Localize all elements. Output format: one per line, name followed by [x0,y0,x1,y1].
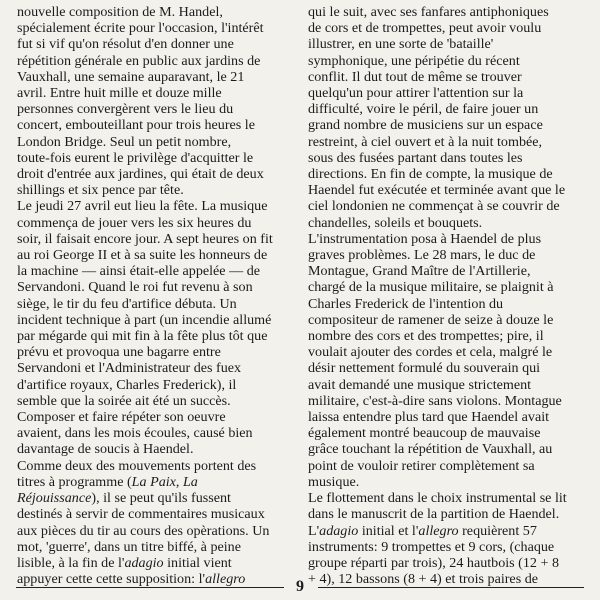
text-line: chandelles, soleils et bouquets. [308,214,483,231]
text-line: la machine — ainsi était-elle appelée — de [17,263,261,280]
text-line: d'artifice royaux, Charles Frederick), il [17,376,237,393]
text-line: toute-fois eurent le privilège d'acquitter le [17,149,254,166]
text-line: graves problèmes. Le 28 mars, le duc de [308,247,536,264]
footer-rule-left [16,587,284,588]
text-line: grâce touchant la répétition de Vauxhall, au [308,441,553,458]
text-line: musique. [308,473,360,490]
text-line: destinés à servir de commentaires musicaux [17,506,265,523]
text-line: L'adagio initial et l'allegro requièrent 57 [308,522,537,539]
text-line: avaient, dans les mois écoules, causé bien [17,425,253,442]
text-column-left [17,4,287,587]
text-line: quelqu'un pour attirer l'attention sur la [308,85,524,102]
text-line: droit d'entrée aux jardines, qui était de deux [17,166,264,183]
text-line: illustrer, en une sorte de 'bataille' [308,36,494,53]
page-number: 9 [296,578,304,595]
text-line: nombre des cors et des trompettes; pire, il [308,328,544,345]
text-line: Composer et faire répéter son oeuvre [17,409,226,426]
text-line: dans le manuscrit de la partition de Haendel. [308,506,560,523]
text-line: incident technique à part (un incendie allumé [17,311,272,328]
text-line: shillings et six pence par tête. [17,182,184,199]
text-line: London Bridge. Seul un petit nombre, [17,133,232,150]
text-line: Le jeudi 27 avril eut lieu la fête. La musique [17,198,268,215]
text-line: militaire, c'est-à-dire sans violons. Montague [308,392,562,409]
text-line: laissa entendre plus tard que Haendel avait [308,409,550,426]
text-line: restreint, à ciel ouvert et à la nuit tombée, [308,133,543,150]
text-line: également montré beaucoup de mauvaise [308,425,541,442]
text-line: siège, le tir du feu d'artifice débuta. Un [17,295,237,312]
text-line: nouvelle composition de M. Handel, [17,4,223,20]
text-line: répétition générale en public aux jardins de [17,52,261,69]
text-line: fut si vif qu'on résolut d'en donner une [17,36,234,53]
text-line: grand nombre de musiciens sur un espace [308,117,543,134]
text-line: Servandoni et l'Administrateur des fuex [17,360,242,377]
text-line: + 4), 12 bassons (8 + 4) et trois paires de [308,571,539,588]
text-line: symphonique, une péripétie du récent [308,52,520,69]
text-line: compositeur de ramener de seize à douze le [308,311,554,328]
text-line: Comme deux des mouvements portent des [17,457,257,474]
footer-rule-right [318,587,584,588]
text-line: appuyer cette cette supposition: l'allegro [17,571,246,588]
text-line: concert, embouteillant pour trois heures le [17,117,255,134]
text-line: de cors et de trompettes, peut avoir voulu [308,20,542,37]
text-line: voulait ajouter des cordes et cela, malgré le [308,344,553,361]
text-line: Haendel fut exécutée et terminée avant que le [308,182,566,199]
text-line: prévu et provoqua une bagarre entre [17,344,221,361]
text-line: titres à programme (La Paix, La [17,473,198,490]
text-line: difficulté, voire le péril, de faire jouer un [308,101,539,118]
text-line: Servandoni. Quand le roi fut revenu à son [17,279,253,296]
text-line: point de vouloir retirer complètement sa [308,457,535,474]
text-line: par mégarde qui mit fin à la fête plus tôt que [17,328,268,345]
text-line: Vauxhall, une semaine auparavant, le 21 [17,68,245,85]
text-line: chargé de la musique militaire, se plaignit à [308,279,554,296]
text-line: directions. En fin de compte, la musique de [308,166,553,183]
text-line: spécialement écrite pour l'occasion, l'intérêt [17,20,264,37]
text-line: sous des fusées partant dans toutes les [308,149,523,166]
text-line: avril. Entre huit mille et douze mille [17,85,222,102]
text-line: davantage de soucis à Haendel. [17,441,194,458]
text-line: instruments: 9 trompettes et 9 cors, (chaque [308,538,555,555]
text-line: conflit. Il dut tout de même se trouver [308,68,522,85]
text-line: Montague, Grand Maître de l'Artillerie, [308,263,531,280]
text-line: Le flottement dans le choix instrumental se lit [308,490,567,507]
text-line: avait demandé une musique strictement [308,376,532,393]
text-line: désir nettement formulé du souverain qui [308,360,541,377]
text-line: L'instrumentation posa à Haendel de plus [308,230,542,247]
text-line: lisible, à la fin de l'adagio initial vient [17,554,232,571]
text-line: soir, il faisait encore jour. A sept heures on fit [17,230,273,247]
text-line: ciel londonien ne commençat à se couvrir de [308,198,560,215]
text-line: personnes convergèrent vers le lieu du [17,101,234,118]
text-line: aux pièces du tir au cours des opèrations. Un [17,522,270,539]
text-line: commença de jouer vers les six heures du [17,214,252,231]
text-line: Charles Frederick de l'intention du [308,295,504,312]
text-line: groupe réparti par trois), 24 hautbois (12 + 8 [308,554,560,571]
text-column-right [308,4,584,587]
text-line: au roi George II et à sa suite les honneurs de [17,247,268,264]
text-line: qui le suit, avec ses fanfares antiphoniques [308,4,549,20]
text-line: Réjouissance), il se peut qu'ils fussent [17,490,231,507]
text-line: mot, 'guerre', dans un titre biffé, à peine [17,538,241,555]
text-line: semble que la soirée ait été un succès. [17,392,231,409]
